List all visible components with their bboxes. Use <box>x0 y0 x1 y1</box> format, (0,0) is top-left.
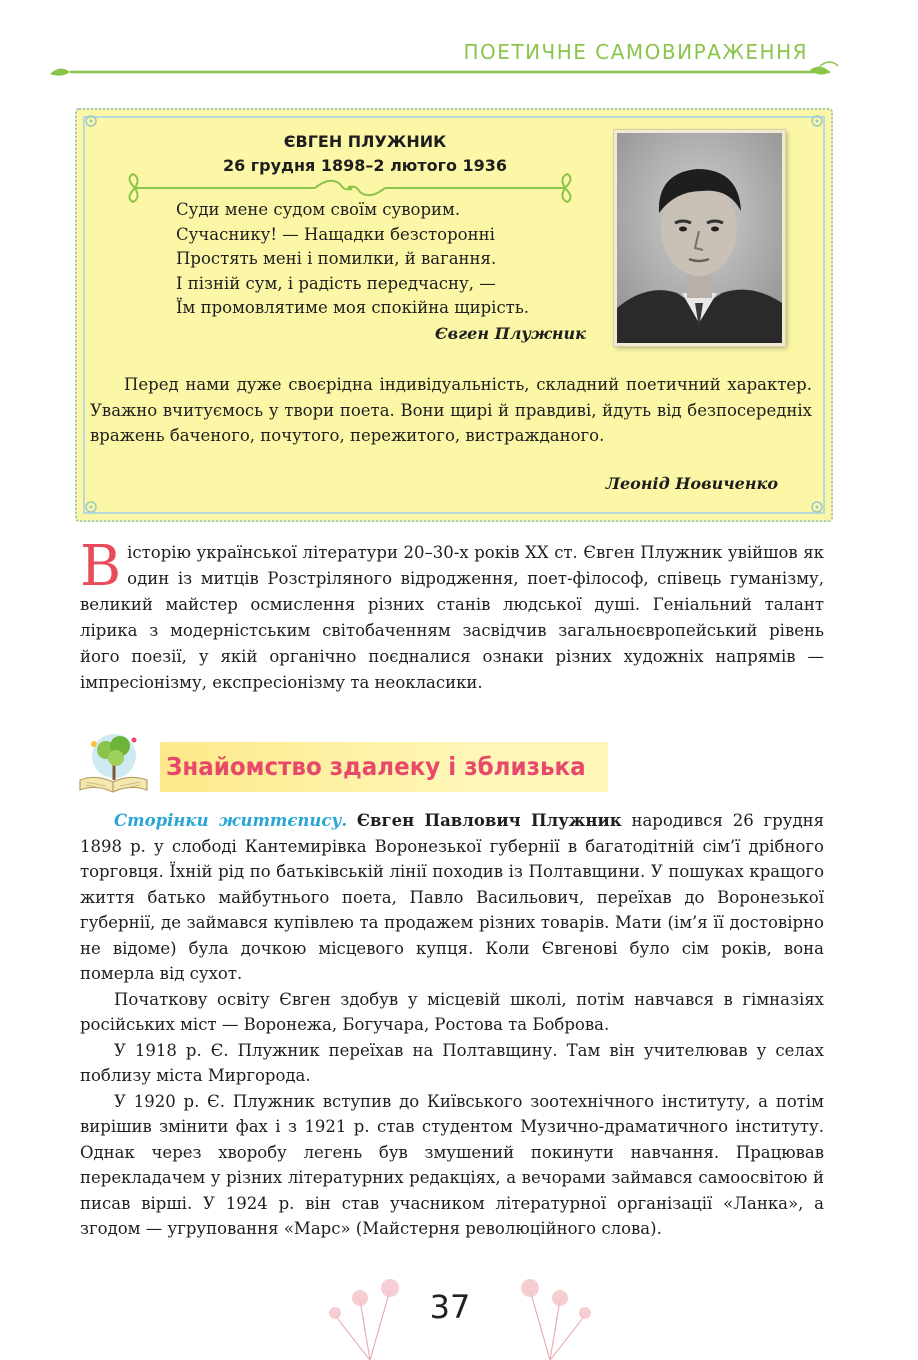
lead-in: Сторінки життєпису. <box>114 811 348 830</box>
full-name: Євген Павлович Плужник <box>356 811 622 830</box>
poem-line: І пізній сум, і радість передчасну, — <box>176 273 496 293</box>
biography-text <box>80 808 824 1242</box>
corner-ornament-icon <box>82 498 100 516</box>
paragraph: У 1918 р. Є. Плужник переїхав на Полтавщину. Там він учителював у селах поблизу міста Миргорода. <box>80 1040 824 1085</box>
paragraph: У 1920 р. Є. Плужник вступив до Київського зоотехнічного інституту, а потім вирішив змінити фах і з 1921 р. став студентом Музично-драматичного інституту. Однак через хворобу легень був змушений покинути навчання. Працював перекладачем у різних літературних редакціях, а вечорами займався самоосвітою й писав вірші. У 1924 р. він став учасником літературної організації «Ланка», а згодом — угруповання «Марс» (Майстерня революційного слова). <box>80 1091 824 1238</box>
critic-quote: Перед нами дуже своєрідна індивідуальність, складний поетичний характер. Уважно вчитуємось у твори поета. Вони щирі й правдиві, йдуть від безпосередніх вражень баченого, почутого, пережитого, вистражданого. <box>90 375 812 445</box>
critic-author: Леонід Новиченко <box>605 474 778 493</box>
flower-decoration-icon <box>500 1270 600 1360</box>
corner-ornament-icon <box>82 112 100 130</box>
paragraph <box>80 808 824 987</box>
poem <box>176 198 596 321</box>
open-book-tree-icon <box>76 730 151 795</box>
intro-text: історію української літератури 20–30-х років ХХ ст. Євген Плужник увійшов як один із митців Розстріляного відродження, поет-філософ, співець гуманізму, великий майстер осмислення різних станів людської душі. Геніальний талант лірика з модерністським світобаченням засвідчив загальноєвропейський рівень його поезії, у якій органічно поєдналися ознаки різних художніх напрямів — імпресіонізму, експресіонізму та неокласики. <box>80 543 824 692</box>
poem-author: Євген Плужник <box>434 324 586 343</box>
section-header: ПОЕТИЧНЕ САМОВИРАЖЕННЯ <box>463 40 808 64</box>
paragraph: Початкову освіту Євген здобув у місцевій школі, потім навчався в гімназіях російських міст — Воронежа, Богучара, Ростова та Боброва. <box>80 989 824 1034</box>
corner-ornament-icon <box>808 498 826 516</box>
section-title: Знайомство здалеку і зблизька <box>166 752 586 781</box>
paragraph-text: народився 26 грудня 1898 р. у слободі Кантемирівка Воронезької губернії в багатодітній сім’ї дрібного торговця. Їхній рід по батьківській лінії походив із Полтавщини. У пошуках кращого життя батько майбутнього поета, Павло Васильович, переїхав до Воронезької губернії, де займався купівлею та продажем різних товарів. Мати (ім’я її достовірно не відоме) була дочкою місцевого купця. Коли Євгенові було сім років, вона померла від сухот. <box>80 811 825 983</box>
poem-line: Суди мене судом своїм суворим. <box>176 200 461 219</box>
poet-name: ЄВГЕН ПЛУЖНИК <box>283 132 447 151</box>
intro-paragraph <box>80 534 824 696</box>
portrait-image <box>617 133 782 343</box>
poem-line: Сучаснику! — Нащадки безсторонні <box>176 224 495 244</box>
poem-line: Простять мені і помилки, й вагання. <box>176 249 497 268</box>
corner-ornament-icon <box>808 112 826 130</box>
poet-portrait <box>614 130 785 346</box>
header-vine-ornament <box>40 60 840 90</box>
page-number: 37 <box>429 1288 471 1326</box>
dropcap: В <box>80 534 122 599</box>
poet-dates: 26 грудня 1898–2 лютого 1936 <box>222 156 508 175</box>
poem-line: Їм промовлятиме моя спокійна щирість. <box>176 298 530 317</box>
